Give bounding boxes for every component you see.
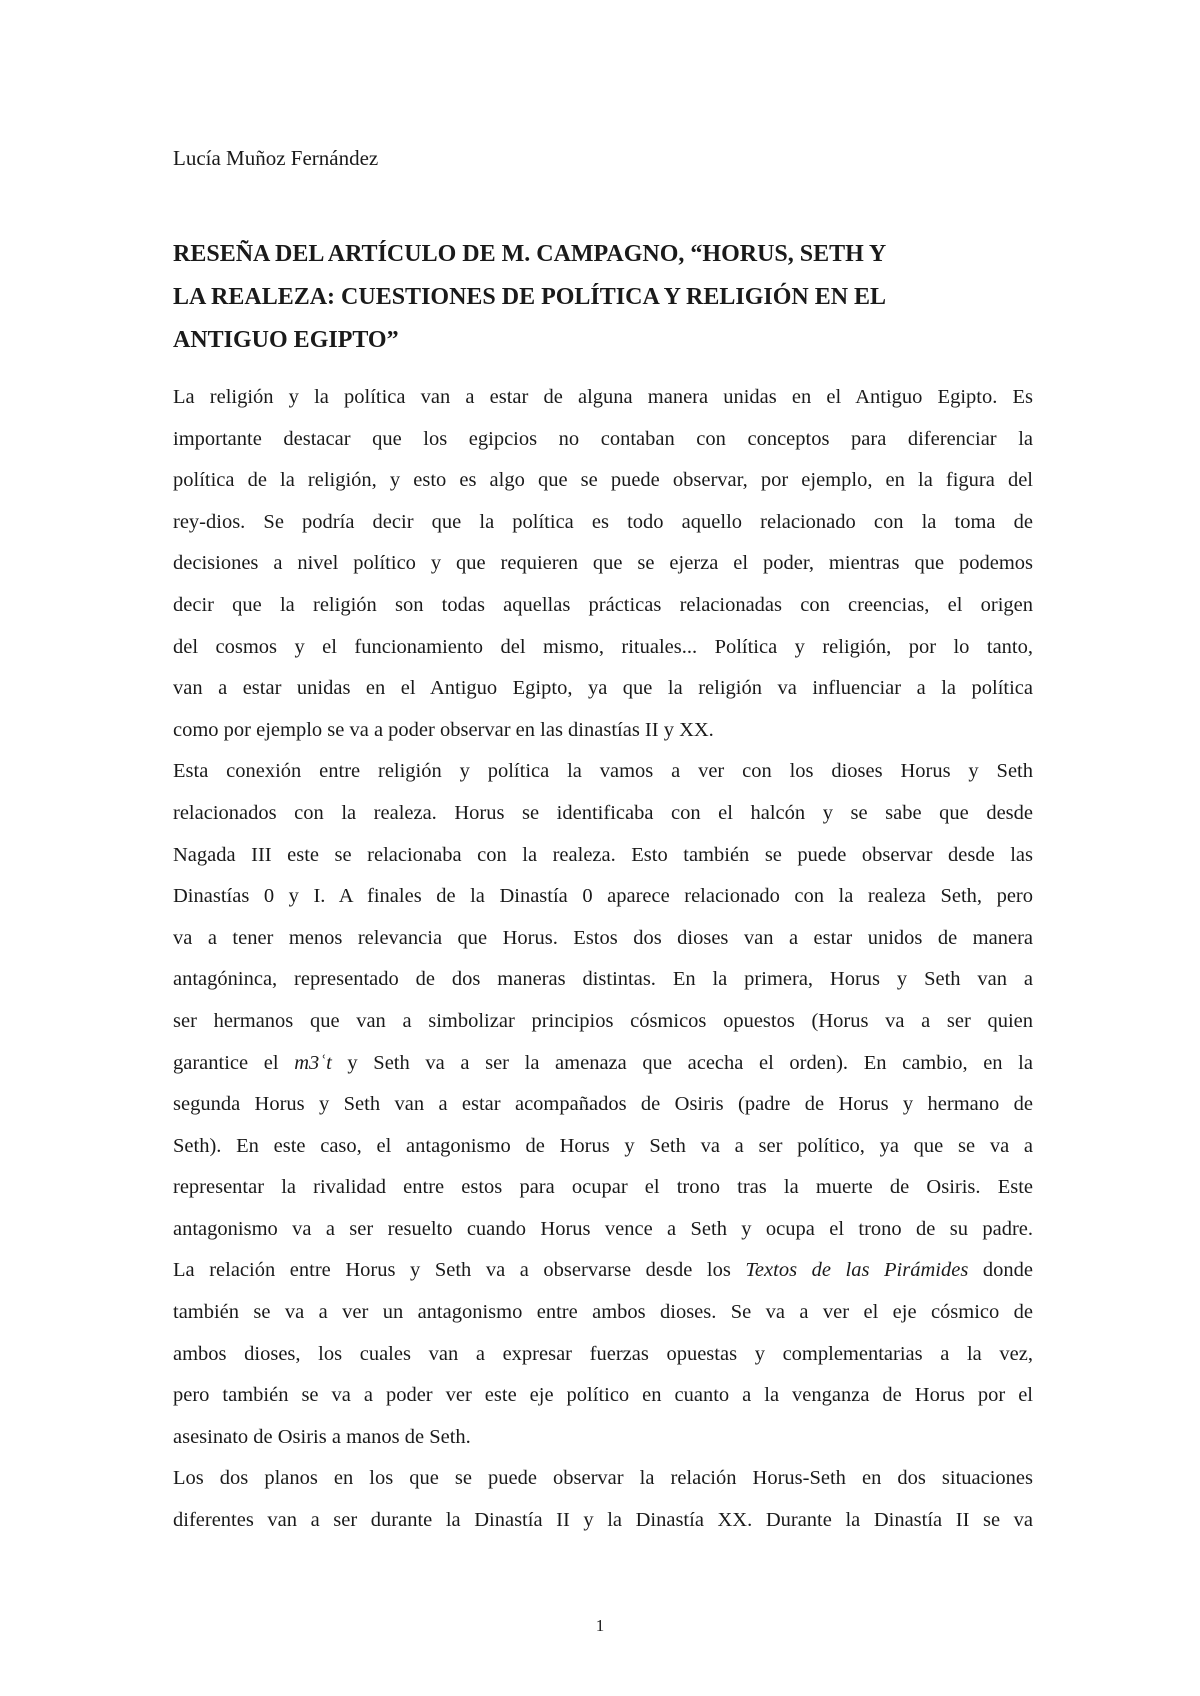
text-line: importante destacar que los egipcios no contaban con conceptos para diferenciar la: [173, 427, 1033, 450]
cited-work-title: Textos de las Pirámides: [745, 1259, 969, 1282]
document-title: [173, 233, 1033, 362]
text-line: decisiones a nivel político y que requieren que se ejerza el poder, mientras que podemos: [173, 552, 1033, 575]
text-line: La religión y la política van a estar de alguna manera unidas en el Antiguo Egipto. Es: [173, 386, 1033, 408]
body-paragraph: [173, 377, 1033, 751]
body-paragraph: [173, 1458, 1033, 1541]
text-line: representar la rivalidad entre estos para ocupar el trono tras la muerte de Osiris. Este: [173, 1176, 1033, 1199]
transliteration-italic: m3ʿt: [294, 1051, 332, 1074]
text-line: como por ejemplo se va a poder observar en las dinastías II y XX.: [173, 718, 714, 741]
title-line: LA REALEZA: CUESTIONES DE POLÍTICA Y RELIGIÓN EN EL: [173, 284, 887, 310]
text-line: política de la religión, y esto es algo que se puede observar, por ejemplo, en la figura del: [173, 469, 1033, 492]
title-line: RESEÑA DEL ARTÍCULO DE M. CAMPAGNO, “HORUS, SETH Y: [173, 241, 887, 267]
text-line: antagonismo va a ser resuelto cuando Horus vence a Seth y ocupa el trono de su padre.: [173, 1217, 1033, 1240]
text-line: ser hermanos que van a simbolizar principios cósmicos opuestos (Horus va a ser quien: [173, 1009, 1033, 1032]
text-line: Esta conexión entre religión y política la vamos a ver con los dioses Horus y Seth: [173, 760, 1033, 783]
text-line: segunda Horus y Seth van a estar acompañados de Osiris (padre de Horus y hermano de: [173, 1093, 1033, 1116]
text-line: van a estar unidas en el Antiguo Egipto, ya que la religión va influenciar a la política: [173, 677, 1033, 700]
text-line: Los dos planos en los que se puede observar la relación Horus-Seth en dos situaciones: [173, 1467, 1033, 1490]
text-line: va a tener menos relevancia que Horus. Estos dos dioses van a estar unidos de manera: [173, 926, 1033, 949]
text-line: también se va a ver un antagonismo entre ambos dioses. Se va a ver el eje cósmico de: [173, 1301, 1033, 1324]
text-line: rey-dios. Se podría decir que la política es todo aquello relacionado con la toma de: [173, 510, 1033, 533]
text-line: del cosmos y el funcionamiento del mismo, rituales... Política y religión, por lo tanto,: [173, 635, 1033, 658]
text-line: pero también se va a poder ver este eje político en cuanto a la venganza de Horus por el: [173, 1384, 1033, 1407]
author-name: Lucía Muñoz Fernández: [173, 146, 379, 170]
title-line: ANTIGUO EGIPTO”: [173, 327, 399, 353]
text-line: ambos dioses, los cuales van a expresar fuerzas opuestas y complementarias a la vez,: [173, 1342, 1033, 1365]
text-line: Seth). En este caso, el antagonismo de Horus y Seth va a ser político, ya que se va a: [173, 1134, 1033, 1157]
text-line: asesinato de Osiris a manos de Seth.: [173, 1425, 471, 1448]
text-line: antagóninca, representado de dos maneras distintas. En la primera, Horus y Seth van a: [173, 968, 1033, 991]
text-line: diferentes van a ser durante la Dinastía II y la Dinastía XX. Durante la Dinastía II se va: [173, 1509, 1033, 1532]
text-line: garantice el m3ʿt y Seth va a ser la amenaza que acecha el orden). En cambio, en la: [173, 1051, 1033, 1074]
page-number: 1: [595, 1616, 605, 1635]
text-line: Dinastías 0 y I. A finales de la Dinastía 0 aparece relacionado con la realeza Seth, pero: [173, 885, 1033, 908]
body-text: [173, 377, 1033, 1542]
body-paragraph: [173, 751, 1033, 1458]
text-line: relacionados con la realeza. Horus se identificaba con el halcón y se sabe que desde: [173, 801, 1033, 824]
text-line: Nagada III este se relacionaba con la realeza. Esto también se puede observar desde las: [173, 843, 1033, 866]
text-line: decir que la religión son todas aquellas prácticas relacionadas con creencias, el origen: [173, 593, 1033, 616]
text-line: La relación entre Horus y Seth va a observarse desde los Textos de las Pirámides donde: [173, 1259, 1033, 1282]
